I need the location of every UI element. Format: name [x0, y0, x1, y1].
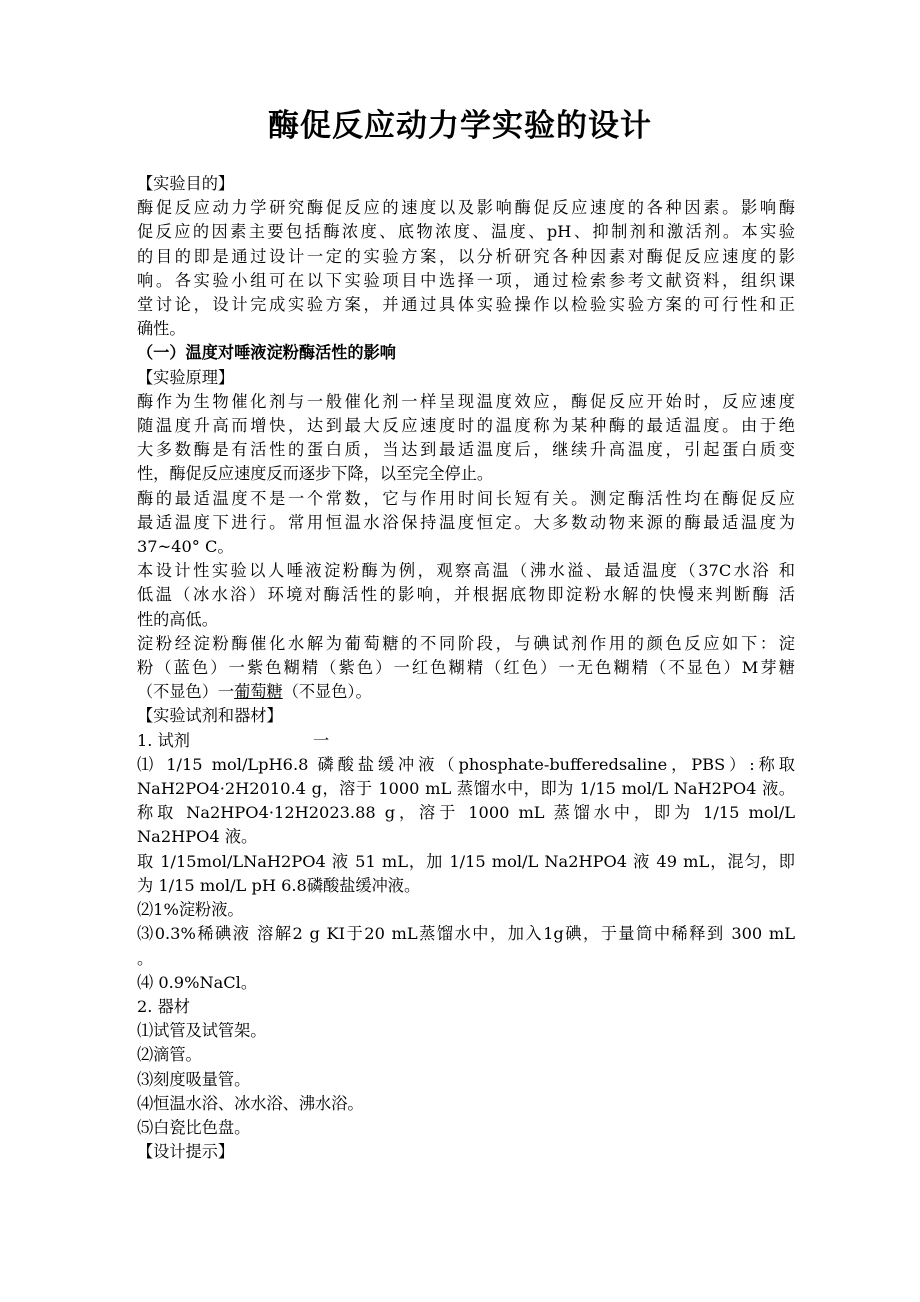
reagent-line: Na2HPO4 液。 [137, 827, 258, 847]
equipment-subheading: 2. 器材 [137, 996, 190, 1016]
reagent-line: ⑴ 1/15 mol/LpH6.8 磷酸盐缓冲液（phosphate-bufferedsaline，PBS）:称取 [137, 754, 795, 774]
equipment-line: ⑵滴管。 [137, 1045, 202, 1065]
design-hints-heading: 【设计提示】 [137, 1142, 235, 1162]
reagent-line: 称取 Na2HPO4·12H2023.88 g，溶于 1000 mL 蒸馏水中，即为 1/15 mol/L [137, 803, 795, 823]
principle-line: 性的高低。 [137, 609, 218, 629]
purpose-line: 响。各实验小组可在以下实验项目中选择一项，通过检索参考文献资料，组织课 [137, 270, 795, 290]
principle-line: 最适温度下进行。常用恒温水浴保持温度恒定。大多数动物来源的酶最适温度为 [137, 512, 795, 532]
reagent-line: NaH2PO4·2H2010.4 g，溶于 1000 mL 蒸馏水中，即为 1/15 mol/L NaH2PO4 液。 [137, 779, 795, 799]
reagents-label: 1. 试剂 [137, 730, 190, 750]
purpose-line: 酶促反应动力学研究酶促反应的速度以及影响酶促反应速度的各种因素。影响酶 [137, 198, 795, 218]
reagent-line: 。 [137, 948, 154, 968]
reagent-line: ⑷ 0.9%NaCl。 [137, 972, 258, 992]
principle-line: 37~40° C。 [137, 537, 234, 557]
purpose-line: 促反应的因素主要包括酶浓度、底物浓度、温度、pH、抑制剂和激活剂。本实验 [137, 222, 795, 242]
purpose-line: 堂讨论，设计完成实验方案，并通过具体实验操作以检验实验方案的可行性和正 [137, 295, 795, 315]
reagent-line: ⑵1%淀粉液。 [137, 900, 244, 920]
reagent-line: 取 1/15mol/LNaH2PO4 液 51 mL，加 1/15 mol/L Na2HPO4 液 49 mL，混匀，即 [137, 851, 795, 871]
document-body [137, 172, 795, 1164]
purpose-line: 确性。 [137, 319, 186, 339]
principle-line: 本设计性实验以人唾液淀粉酶为例，观察高温（沸水溢、最适温度（37C水浴 和 [137, 561, 795, 581]
stray-mark: 一 [313, 730, 330, 750]
reagents-subheading [137, 729, 795, 753]
text-span: （不显色）。 [282, 682, 372, 702]
text-span: （不显色）一 [137, 682, 235, 702]
principle-heading: 【实验原理】 [137, 367, 235, 387]
equipment-line: ⑸白瓷比色盘。 [137, 1117, 251, 1137]
reagent-line: 为 1/15 mol/L pH 6.8磷酸盐缓冲液。 [137, 875, 421, 895]
principle-line [137, 680, 795, 704]
equipment-line: ⑶刻度吸量管。 [137, 1069, 251, 1089]
purpose-line: 的目的即是通过设计一定的实验方案，以分析研究各种因素对酶促反应速度的影 [137, 246, 795, 266]
principle-line: 大多数酶是有活性的蛋白质，当达到最适温度后，继续升高温度，引起蛋白质变 [137, 440, 795, 460]
underlined-term: 葡萄糖 [234, 682, 283, 702]
principle-line: 酶的最适温度不是一个常数，它与作用时间长短有关。测定酶活性均在酶促反应 [137, 488, 795, 508]
reagents-heading: 【实验试剂和器材】 [137, 706, 283, 726]
document-title: 酶促反应动力学实验的设计 [268, 108, 652, 144]
reagent-line: ⑶0.3%稀碘液 溶解2 g KI于20 mL蒸馏水中，加入1g碘，于量筒中稀释到 300 mL [137, 924, 795, 944]
principle-line: 低温（冰水浴）环境对酶活性的影响，并根据底物即淀粉水解的快慢来判断酶 活 [137, 585, 795, 605]
section-title: （一）温度对唾液淀粉酶活性的影响 [137, 343, 396, 363]
principle-line: 酶作为生物催化剂与一般催化剂一样呈现温度效应，酶促反应开始时，反应速度 [137, 391, 795, 411]
principle-line: 淀粉经淀粉酶催化水解为葡萄糖的不同阶段，与碘试剂作用的颜色反应如下：淀 [137, 633, 795, 653]
equipment-line: ⑷恒温水浴、冰水浴、沸水浴。 [137, 1093, 364, 1113]
principle-line: 随温度升高而增快，达到最大反应速度时的温度称为某种酶的最适温度。由于绝 [137, 416, 795, 436]
purpose-heading: 【实验目的】 [137, 174, 235, 193]
equipment-line: ⑴试管及试管架。 [137, 1021, 267, 1041]
principle-line: 粉（蓝色）一紫色糊精（紫色）一红色糊精（红色）一无色糊精（不显色）M芽糖 [137, 658, 795, 678]
principle-line: 性，酶促反应速度反而逐步下降，以至完全停止。 [137, 464, 494, 484]
